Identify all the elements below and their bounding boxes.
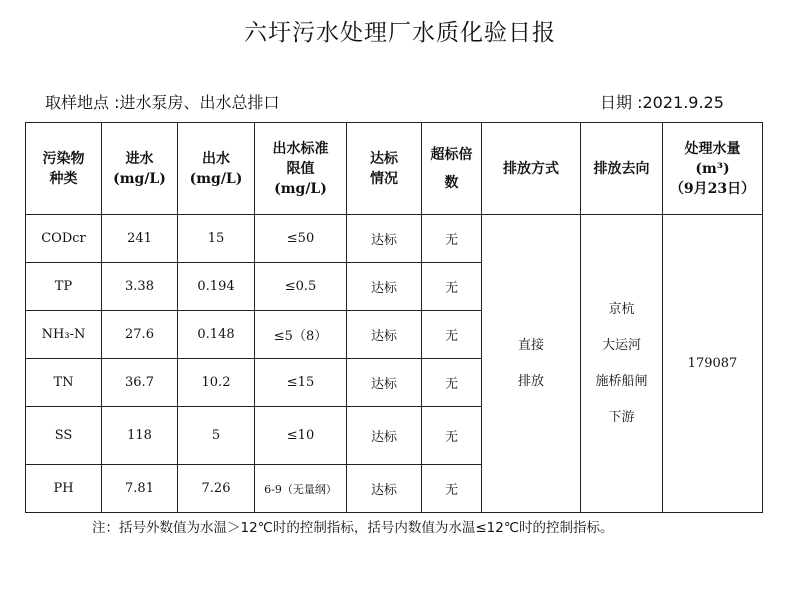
footnote: 注：括号外数值为水温＞12℃时的控制指标，括号内数值为水温≤12℃时的控制指标。: [92, 520, 614, 536]
header-inflow: [102, 123, 178, 215]
discharge-dest-line1: 京杭: [608, 301, 635, 317]
report-title: 六圩污水处理厂水质化验日报: [244, 20, 556, 46]
header-exceed-line1: 超标倍: [430, 146, 473, 163]
header-volume: [663, 123, 763, 215]
header-inflow-line1: 进水: [125, 150, 154, 167]
outflow-value: 5: [178, 407, 255, 465]
header-outflow-unit: (mg/L): [189, 170, 243, 187]
header-discharge-mode: 排放方式: [482, 123, 581, 215]
header-limit-line1: 出水标准: [272, 140, 329, 157]
header-status-line1: 达标: [370, 150, 398, 167]
outflow-value: 10.2: [178, 359, 255, 407]
outflow-value: 7.26: [178, 465, 255, 513]
discharge-dest-line3: 施桥船闸: [595, 373, 648, 389]
limit-value: ≤15: [255, 359, 347, 407]
header-inflow-unit: (mg/L): [113, 170, 166, 187]
exceed-value: 无: [422, 311, 482, 359]
status-value: 达标: [347, 311, 422, 359]
header-volume-date: （9月23日）: [669, 180, 756, 197]
limit-value: ≤10: [255, 407, 347, 465]
header-volume-line1: 处理水量: [684, 140, 741, 157]
exceed-value: 无: [422, 359, 482, 407]
limit-value: ≤5（8）: [255, 311, 347, 359]
inflow-value: 3.38: [102, 263, 178, 311]
header-status-line2: 情况: [370, 170, 398, 187]
inflow-value: 27.6: [102, 311, 178, 359]
header-pollutant: [26, 123, 102, 215]
outflow-value: 15: [178, 215, 255, 263]
limit-value: ≤0.5: [255, 263, 347, 311]
discharge-dest-line4: 下游: [608, 409, 635, 425]
status-value: 达标: [347, 407, 422, 465]
pollutant-name: TP: [26, 263, 102, 311]
limit-value: ≤50: [255, 215, 347, 263]
status-value: 达标: [347, 359, 422, 407]
sampling-location: 取样地点 :进水泵房、出水总排口: [45, 93, 280, 112]
discharge-dest-cell: [581, 215, 663, 513]
treatment-volume: 179087: [663, 215, 763, 513]
pollutant-name: CODcr: [26, 215, 102, 263]
header-exceed: [422, 123, 482, 215]
pollutant-name: SS: [26, 407, 102, 465]
header-exceed-line2: 数: [444, 174, 459, 191]
exceed-value: 无: [422, 407, 482, 465]
discharge-mode-line1: 直接: [517, 337, 544, 353]
header-limit-line2: 限值: [286, 160, 315, 177]
exceed-value: 无: [422, 215, 482, 263]
table-row: [26, 215, 763, 263]
header-limit: [255, 123, 347, 215]
outflow-value: 0.148: [178, 311, 255, 359]
pollutant-name: NH₃-N: [26, 311, 102, 359]
header-pollutant-line2: 种类: [49, 170, 78, 187]
discharge-mode-line2: 排放: [517, 373, 544, 389]
inflow-value: 7.81: [102, 465, 178, 513]
header-row: [26, 123, 763, 215]
header-outflow-line1: 出水: [202, 150, 230, 167]
discharge-dest-line2: 大运河: [601, 337, 641, 353]
inflow-value: 118: [102, 407, 178, 465]
header-outflow: [178, 123, 255, 215]
discharge-mode-cell: [482, 215, 581, 513]
water-quality-table: [25, 122, 763, 513]
outflow-value: 0.194: [178, 263, 255, 311]
status-value: 达标: [347, 215, 422, 263]
header-status: [347, 123, 422, 215]
limit-value: 6-9（无量纲）: [255, 465, 347, 513]
header-volume-unit: (m³): [695, 160, 730, 177]
header-limit-unit: (mg/L): [274, 180, 327, 197]
exceed-value: 无: [422, 263, 482, 311]
inflow-value: 36.7: [102, 359, 178, 407]
pollutant-name: PH: [26, 465, 102, 513]
header-pollutant-line1: 污染物: [42, 150, 85, 167]
exceed-value: 无: [422, 465, 482, 513]
status-value: 达标: [347, 465, 422, 513]
header-discharge-dest: 排放去向: [581, 123, 663, 215]
report-date: 日期 :2021.9.25: [600, 93, 724, 112]
inflow-value: 241: [102, 215, 178, 263]
status-value: 达标: [347, 263, 422, 311]
pollutant-name: TN: [26, 359, 102, 407]
